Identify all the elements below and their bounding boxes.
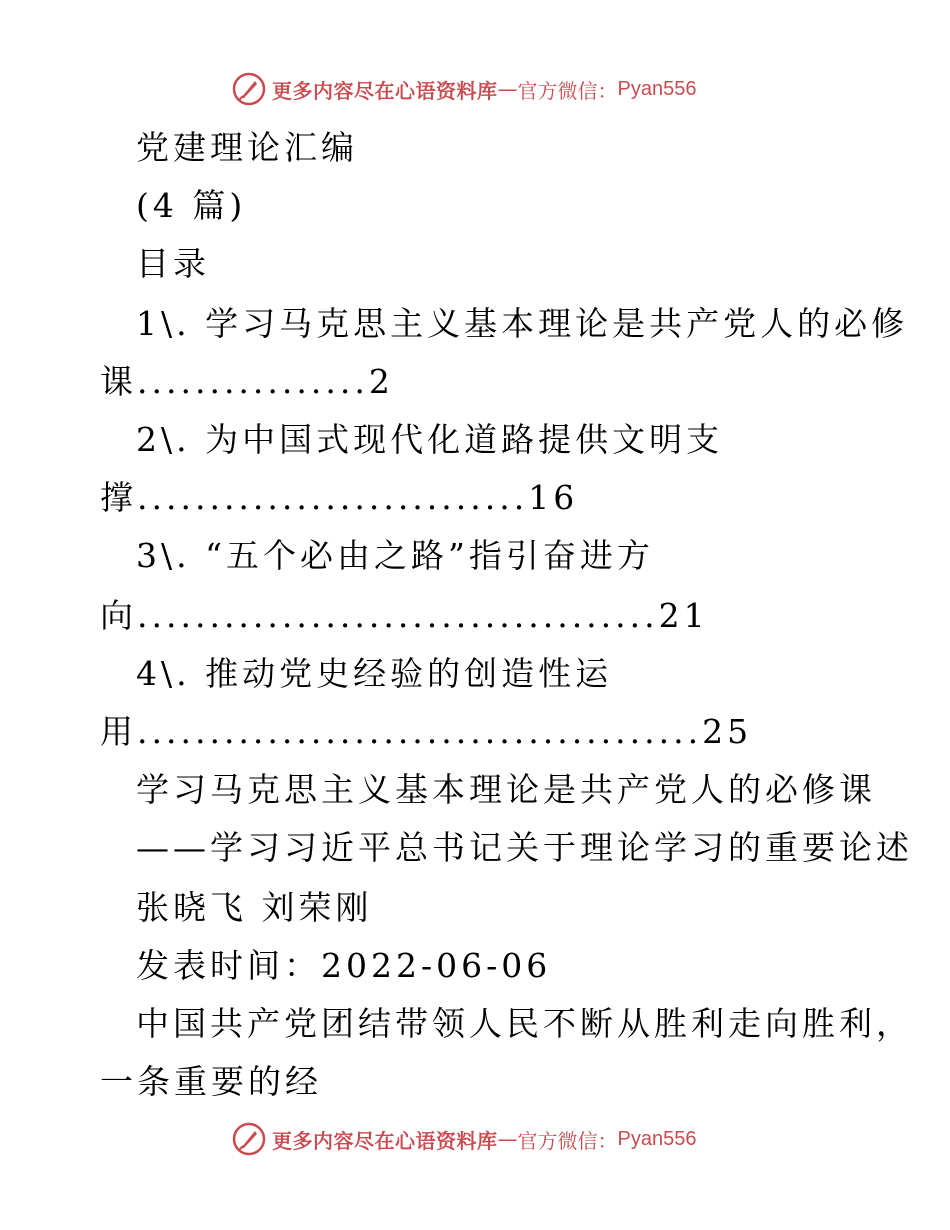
toc-item-1-page: 2 xyxy=(368,362,394,401)
doc-count: (4 篇) xyxy=(136,186,247,225)
toc-item-1-leader-dots: ................ xyxy=(137,362,369,401)
toc-item-1-continuation xyxy=(100,362,394,402)
article-title: 学习马克思主义基本理论是共产党人的必修课 xyxy=(136,770,876,809)
watermark-dash: — xyxy=(497,77,518,101)
toc-item-3-title: 3\. “五个必由之路”指引奋进方 xyxy=(136,536,654,575)
toc-item-2-wrap: 撑 xyxy=(100,478,137,517)
toc-item-4-wrap: 用 xyxy=(100,712,137,751)
article-body-line-2: 一条重要的经 xyxy=(100,1062,322,1101)
watermark-main-text: 更多内容尽在心语资料库 xyxy=(272,78,498,103)
toc-item-3-leader-dots: .................................... xyxy=(137,596,659,635)
toc-item-2-title: 2\. 为中国式现代化道路提供文明支 xyxy=(136,420,724,459)
watermark-footer xyxy=(232,1122,696,1156)
toc-item-4-leader-dots: ....................................... xyxy=(137,712,703,751)
article-body-line-1: 中国共产党团结带领人民不断从胜利走向胜利， xyxy=(136,1004,913,1043)
article-subtitle: ——学习习近平总书记关于理论学习的重要论述 xyxy=(136,828,913,867)
article-authors: 张晓飞 刘荣刚 xyxy=(136,888,373,927)
toc-item-1-wrap: 课 xyxy=(100,362,137,401)
toc-heading: 目录 xyxy=(136,244,210,283)
toc-item-2-page: 16 xyxy=(528,478,579,517)
toc-item-2-leader-dots: ........................... xyxy=(137,478,529,517)
watermark-official-label: 官方微信： xyxy=(517,78,618,103)
toc-item-2-continuation xyxy=(100,478,578,518)
toc-item-3-page: 21 xyxy=(658,596,709,635)
watermark-main-text: 更多内容尽在心语资料库 xyxy=(272,1128,498,1153)
watermark-wechat-id: Pyan556 xyxy=(617,1127,697,1150)
toc-item-4-page: 25 xyxy=(702,712,753,751)
article-published-date: 发表时间：2022-06-06 xyxy=(136,946,552,985)
feather-pen-logo-icon xyxy=(232,72,266,106)
toc-item-3-wrap: 向 xyxy=(100,596,137,635)
toc-item-4-title: 4\. 推动党史经验的创造性运 xyxy=(136,654,613,693)
toc-item-4-continuation xyxy=(100,712,752,752)
watermark-wechat-id: Pyan556 xyxy=(617,77,697,100)
toc-item-3-continuation xyxy=(100,596,709,636)
doc-title: 党建理论汇编 xyxy=(136,128,358,167)
feather-pen-logo-icon xyxy=(232,1122,266,1156)
watermark-dash: — xyxy=(497,1127,518,1151)
toc-item-1-title: 1\. 学习马克思主义基本理论是共产党人的必修 xyxy=(136,304,909,343)
watermark-official-label: 官方微信： xyxy=(517,1128,618,1153)
watermark-header xyxy=(232,72,696,106)
